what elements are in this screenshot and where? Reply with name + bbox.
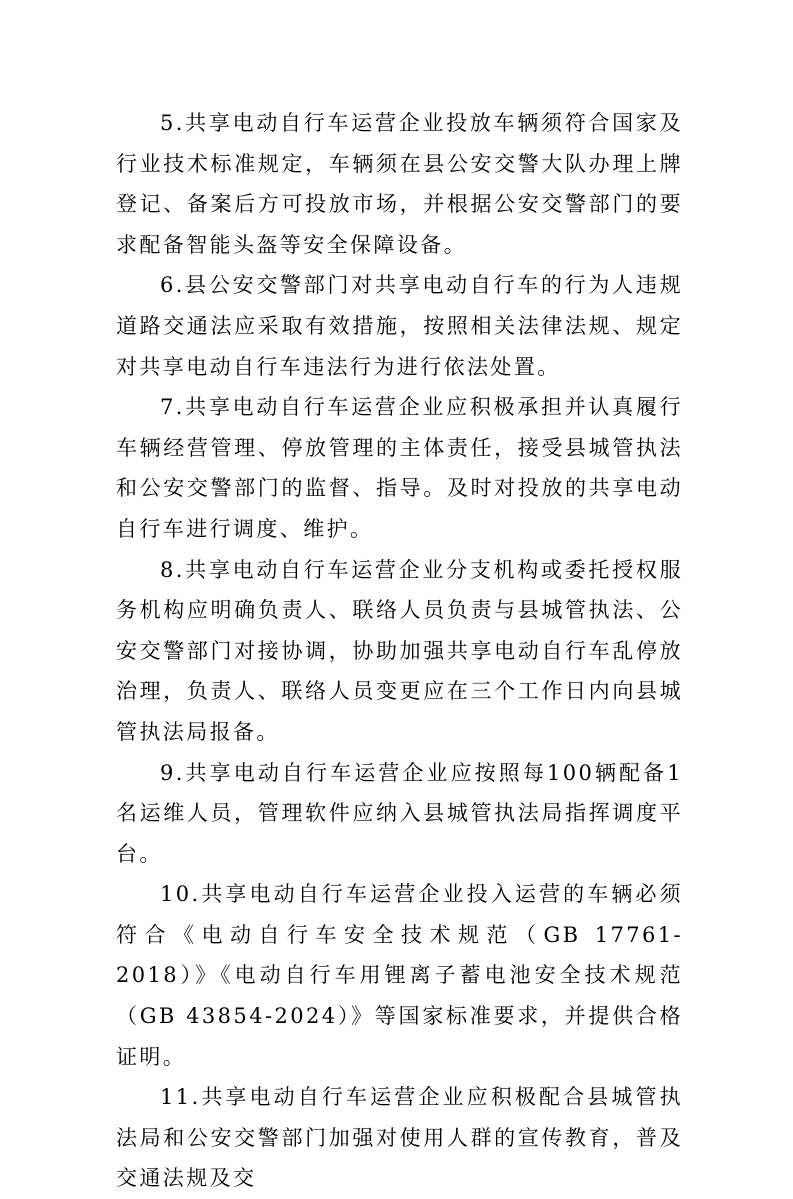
paragraph-item-7: 7.共享电动自行车运营企业应积极承担并认真履行车辆经营管理、停放管理的主体责任，接受县城管执法和公安交警部门的监督、指导。及时对投放的共享电动自行车进行调度、维护。 xyxy=(116,395,683,541)
document-body xyxy=(116,103,683,1199)
paragraph-item-11: 11.共享电动自行车运营企业应积极配合县城管执法局和公安交警部门加强对使用人群的宣传教育，普及交通法规及交 xyxy=(116,1085,683,1191)
paragraph-item-6: 6.县公安交警部门对共享电动自行车的行为人违规道路交通法应采取有效措施，按照相关法律法规、规定对共享电动自行车违法行为进行依法处置。 xyxy=(116,273,683,379)
paragraph-item-8: 8.共享电动自行车运营企业分支机构或委托授权服务机构应明确负责人、联络人员负责与县城管执法、公安交警部门对接协调，协助加强共享电动自行车乱停放治理，负责人、联络人员变更应在三个工作日内向县城管执法局报备。 xyxy=(116,557,683,744)
paragraph-item-9: 9.共享电动自行车运营企业应按照每100辆配备1名运维人员，管理软件应纳入县城管执法局指挥调度平台。 xyxy=(116,760,683,866)
paragraph-item-5: 5.共享电动自行车运营企业投放车辆须符合国家及行业技术标准规定，车辆须在县公安交警大队办理上牌登记、备案后方可投放市场，并根据公安交警部门的要求配备智能头盔等安全保障设备。 xyxy=(116,111,683,257)
paragraph-item-10: 10.共享电动自行车运营企业投入运营的车辆必须符合《电动自行车安全技术规范（GB 17761-2018）》《电动自行车用锂离子蓄电池安全技术规范（GB 43854-2024）》等国家标准要求，并提供合格证明。 xyxy=(116,882,683,1069)
